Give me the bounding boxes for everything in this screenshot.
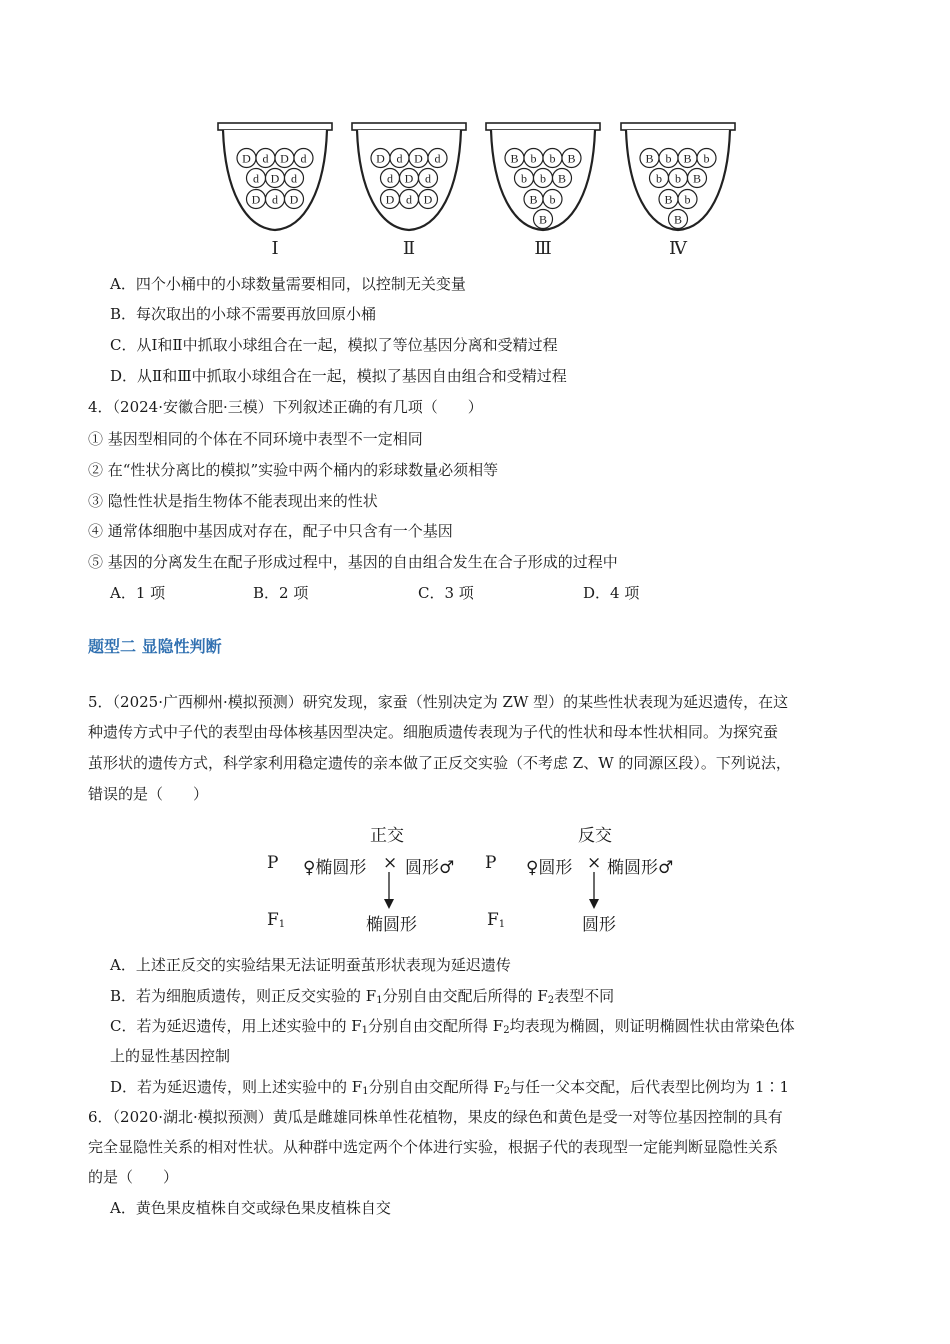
reverse-f1-label — [487, 910, 505, 930]
q5-option-d-part-2: 分别自由交配所得 F — [368, 1078, 504, 1096]
q5-option-b-part-2: 分别自由交配后所得的 F — [382, 987, 548, 1005]
ball-letter: d — [300, 151, 307, 166]
q4-statement-2: ② 在“性状分离比的模拟”实验中两个桶内的彩球数量必须相等 — [88, 461, 499, 479]
ball-letter: B — [645, 151, 654, 166]
ball-letter: b — [549, 192, 556, 207]
ball-letter: b — [549, 151, 556, 166]
bucket-label: Ⅲ — [534, 238, 552, 259]
ball-letter: d — [406, 192, 412, 207]
q4-statement-3: ③ 隐性性状是指生物体不能表现出来的性状 — [88, 492, 378, 510]
q5-option-c-line-2: 上的显性基因控制 — [110, 1047, 231, 1065]
q4-option-b: B．2 项 — [253, 584, 309, 602]
q5-option-d-part-1: D．若为延迟遗传，则上述实验中的 F — [110, 1078, 363, 1096]
ball-letter: d — [396, 151, 403, 166]
bucket-label: Ⅳ — [669, 238, 687, 259]
ball-letter: b — [540, 171, 546, 186]
ball-letter: D — [414, 151, 423, 166]
q4-statement-4: ④ 通常体细胞中基因成对存在，配子中只含有一个基因 — [88, 522, 453, 540]
q3-option-b: B．每次取出的小球不需要再放回原小桶 — [110, 305, 377, 323]
ball-letter: b — [675, 171, 681, 186]
q5-option-d — [110, 1077, 789, 1102]
ball-letter: d — [434, 151, 441, 166]
q4-statement-1: ① 基因型相同的个体在不同环境中表型不一定相同 — [88, 430, 423, 448]
ball-letter: B — [692, 171, 702, 186]
ball-letter: D — [289, 192, 299, 207]
ball-letter: B — [683, 151, 692, 166]
q5-option-a: A．上述正反交的实验结果无法证明蚕茧形状表现为延迟遗传 — [110, 956, 511, 974]
ball-letter: D — [404, 171, 414, 186]
ball-letter: B — [510, 151, 519, 166]
ball-letter: b — [521, 171, 527, 186]
bucket-label: Ⅰ — [271, 238, 279, 259]
q5-option-c — [110, 1016, 795, 1041]
q3-option-c: C．从Ⅰ和Ⅱ中抓取小球组合在一起，模拟了等位基因分离和受精过程 — [110, 336, 558, 354]
ball-letter: d — [387, 171, 393, 186]
forward-times-sign: × — [383, 853, 398, 873]
q5-stem-line-3: 茧形状的遗传方式，科学家利用稳定遗传的亲本做了正反交实验（不考虑 Z、W 的同源区段）。下列说法， — [88, 754, 791, 772]
ball-letter: B — [567, 151, 576, 166]
reverse-p-label: P — [485, 853, 497, 873]
q5-option-c-part-2: 分别自由交配所得 F — [368, 1017, 504, 1035]
forward-cross-title: 正交 — [370, 826, 404, 846]
ball-letter: b — [703, 151, 710, 166]
q5-option-b-part-1: B．若为细胞质遗传，则正反交实验的 F — [110, 987, 377, 1005]
ball-letter: D — [280, 151, 289, 166]
reverse-cross-title: 反交 — [578, 826, 612, 846]
section-heading: 题型二 显隐性判断 — [88, 637, 222, 656]
q4-statement-5: ⑤ 基因的分离发生在配子形成过程中，基因的自由组合发生在合子形成的过程中 — [88, 553, 618, 571]
forward-f1-letter: F — [267, 910, 279, 930]
q5-option-d-sub-1: 1 — [362, 1086, 369, 1097]
q6-stem-line-1: 6．（2020·湖北·模拟预测）黄瓜是雌雄同株单性花植物，果皮的绿色和黄色是受一对等位基因控制的具有 — [88, 1108, 783, 1126]
q3-option-d: D．从Ⅱ和Ⅲ中抓取小球组合在一起，模拟了基因自由组合和受精过程 — [110, 367, 567, 385]
q5-option-c-part-3: 均表现为椭圆，则证明椭圆性状由常染色体 — [509, 1017, 795, 1035]
q5-option-b — [110, 986, 614, 1011]
q4-option-a: A．1 项 — [110, 584, 166, 602]
q6-stem-line-2: 完全显隐性关系的相对性状。从种群中选定两个个体进行实验，根据子代的表现型一定能判断显隐性关系 — [88, 1138, 779, 1156]
q5-option-d-sub-2: 2 — [503, 1086, 511, 1097]
ball-letter: b — [530, 151, 537, 166]
ball-letter: D — [423, 192, 433, 207]
forward-male-parent: 圆形♂ — [405, 858, 455, 878]
q3-option-a: A．四个小桶中的小球数量需要相同，以控制无关变量 — [110, 275, 466, 293]
q4-option-d: D．4 项 — [583, 584, 640, 602]
reverse-f1-sub: 1 — [498, 919, 506, 930]
ball-letter: b — [656, 171, 662, 186]
ball-letter: B — [557, 171, 567, 186]
bucket-label: Ⅱ — [402, 238, 416, 259]
ball-letter: d — [272, 192, 278, 207]
forward-arrow — [384, 872, 394, 909]
reverse-times-sign: × — [587, 853, 602, 873]
q5-option-b-sub-2: 2 — [547, 995, 555, 1006]
forward-f1-offspring: 椭圆形 — [366, 915, 417, 935]
reverse-male-parent: 椭圆形♂ — [607, 858, 674, 878]
ball-letter: D — [385, 192, 395, 207]
reverse-f1-offspring: 圆形 — [582, 915, 616, 935]
q5-option-b-sub-1: 1 — [376, 995, 383, 1006]
q6-stem-line-3: 的是（ ） — [88, 1168, 179, 1186]
forward-f1-sub: 1 — [278, 919, 286, 930]
ball-letter: B — [664, 192, 673, 207]
forward-female-parent: ♀椭圆形 — [303, 858, 367, 878]
ball-letter: D — [251, 192, 261, 207]
ball-letter: b — [665, 151, 672, 166]
ball-letter: D — [242, 151, 251, 166]
q5-option-d-part-3: 与任一父本交配，后代表型比例均为 1∶1 — [510, 1078, 790, 1096]
ball-letter: D — [376, 151, 385, 166]
forward-f1-label — [267, 910, 285, 930]
q5-option-c-sub-2: 2 — [503, 1025, 510, 1036]
ball-letter: d — [253, 171, 259, 186]
q4-option-c: C．3 项 — [418, 584, 474, 602]
q5-stem-line-4: 错误的是（ ） — [88, 785, 209, 803]
q4-stem: 4．（2024·安徽合肥·三模）下列叙述正确的有几项（ ） — [88, 398, 483, 416]
forward-p-label: P — [267, 853, 279, 873]
reverse-f1-letter: F — [487, 910, 499, 930]
ball-letter: d — [425, 171, 431, 186]
ball-letter: B — [538, 212, 548, 227]
ball-letter: d — [291, 171, 297, 186]
reverse-female-parent: ♀圆形 — [526, 858, 573, 878]
q5-stem-line-2: 种遗传方式中子代的表型由母体核基因型决定。细胞质遗传表现为子代的性状和母本性状相同。为探究蚕 — [88, 723, 779, 741]
q5-stem-line-1: 5．（2025·广西柳州·模拟预测）研究发现，家蚕（性别决定为 ZW 型）的某些性状表现为延迟遗传，在这 — [88, 693, 789, 711]
ball-letter: b — [684, 192, 691, 207]
q5-option-c-part-1: C．若为延迟遗传，用上述实验中的 F — [110, 1017, 362, 1035]
q5-option-b-part-3: 表型不同 — [554, 987, 615, 1005]
ball-letter: d — [262, 151, 269, 166]
ball-letter: B — [529, 192, 538, 207]
q6-option-a: A．黄色果皮植株自交或绿色果皮植株自交 — [110, 1199, 391, 1217]
q5-option-c-sub-1: 1 — [361, 1025, 369, 1036]
ball-letter: D — [270, 171, 280, 186]
ball-letter: B — [673, 212, 683, 227]
reverse-arrow — [589, 872, 599, 909]
